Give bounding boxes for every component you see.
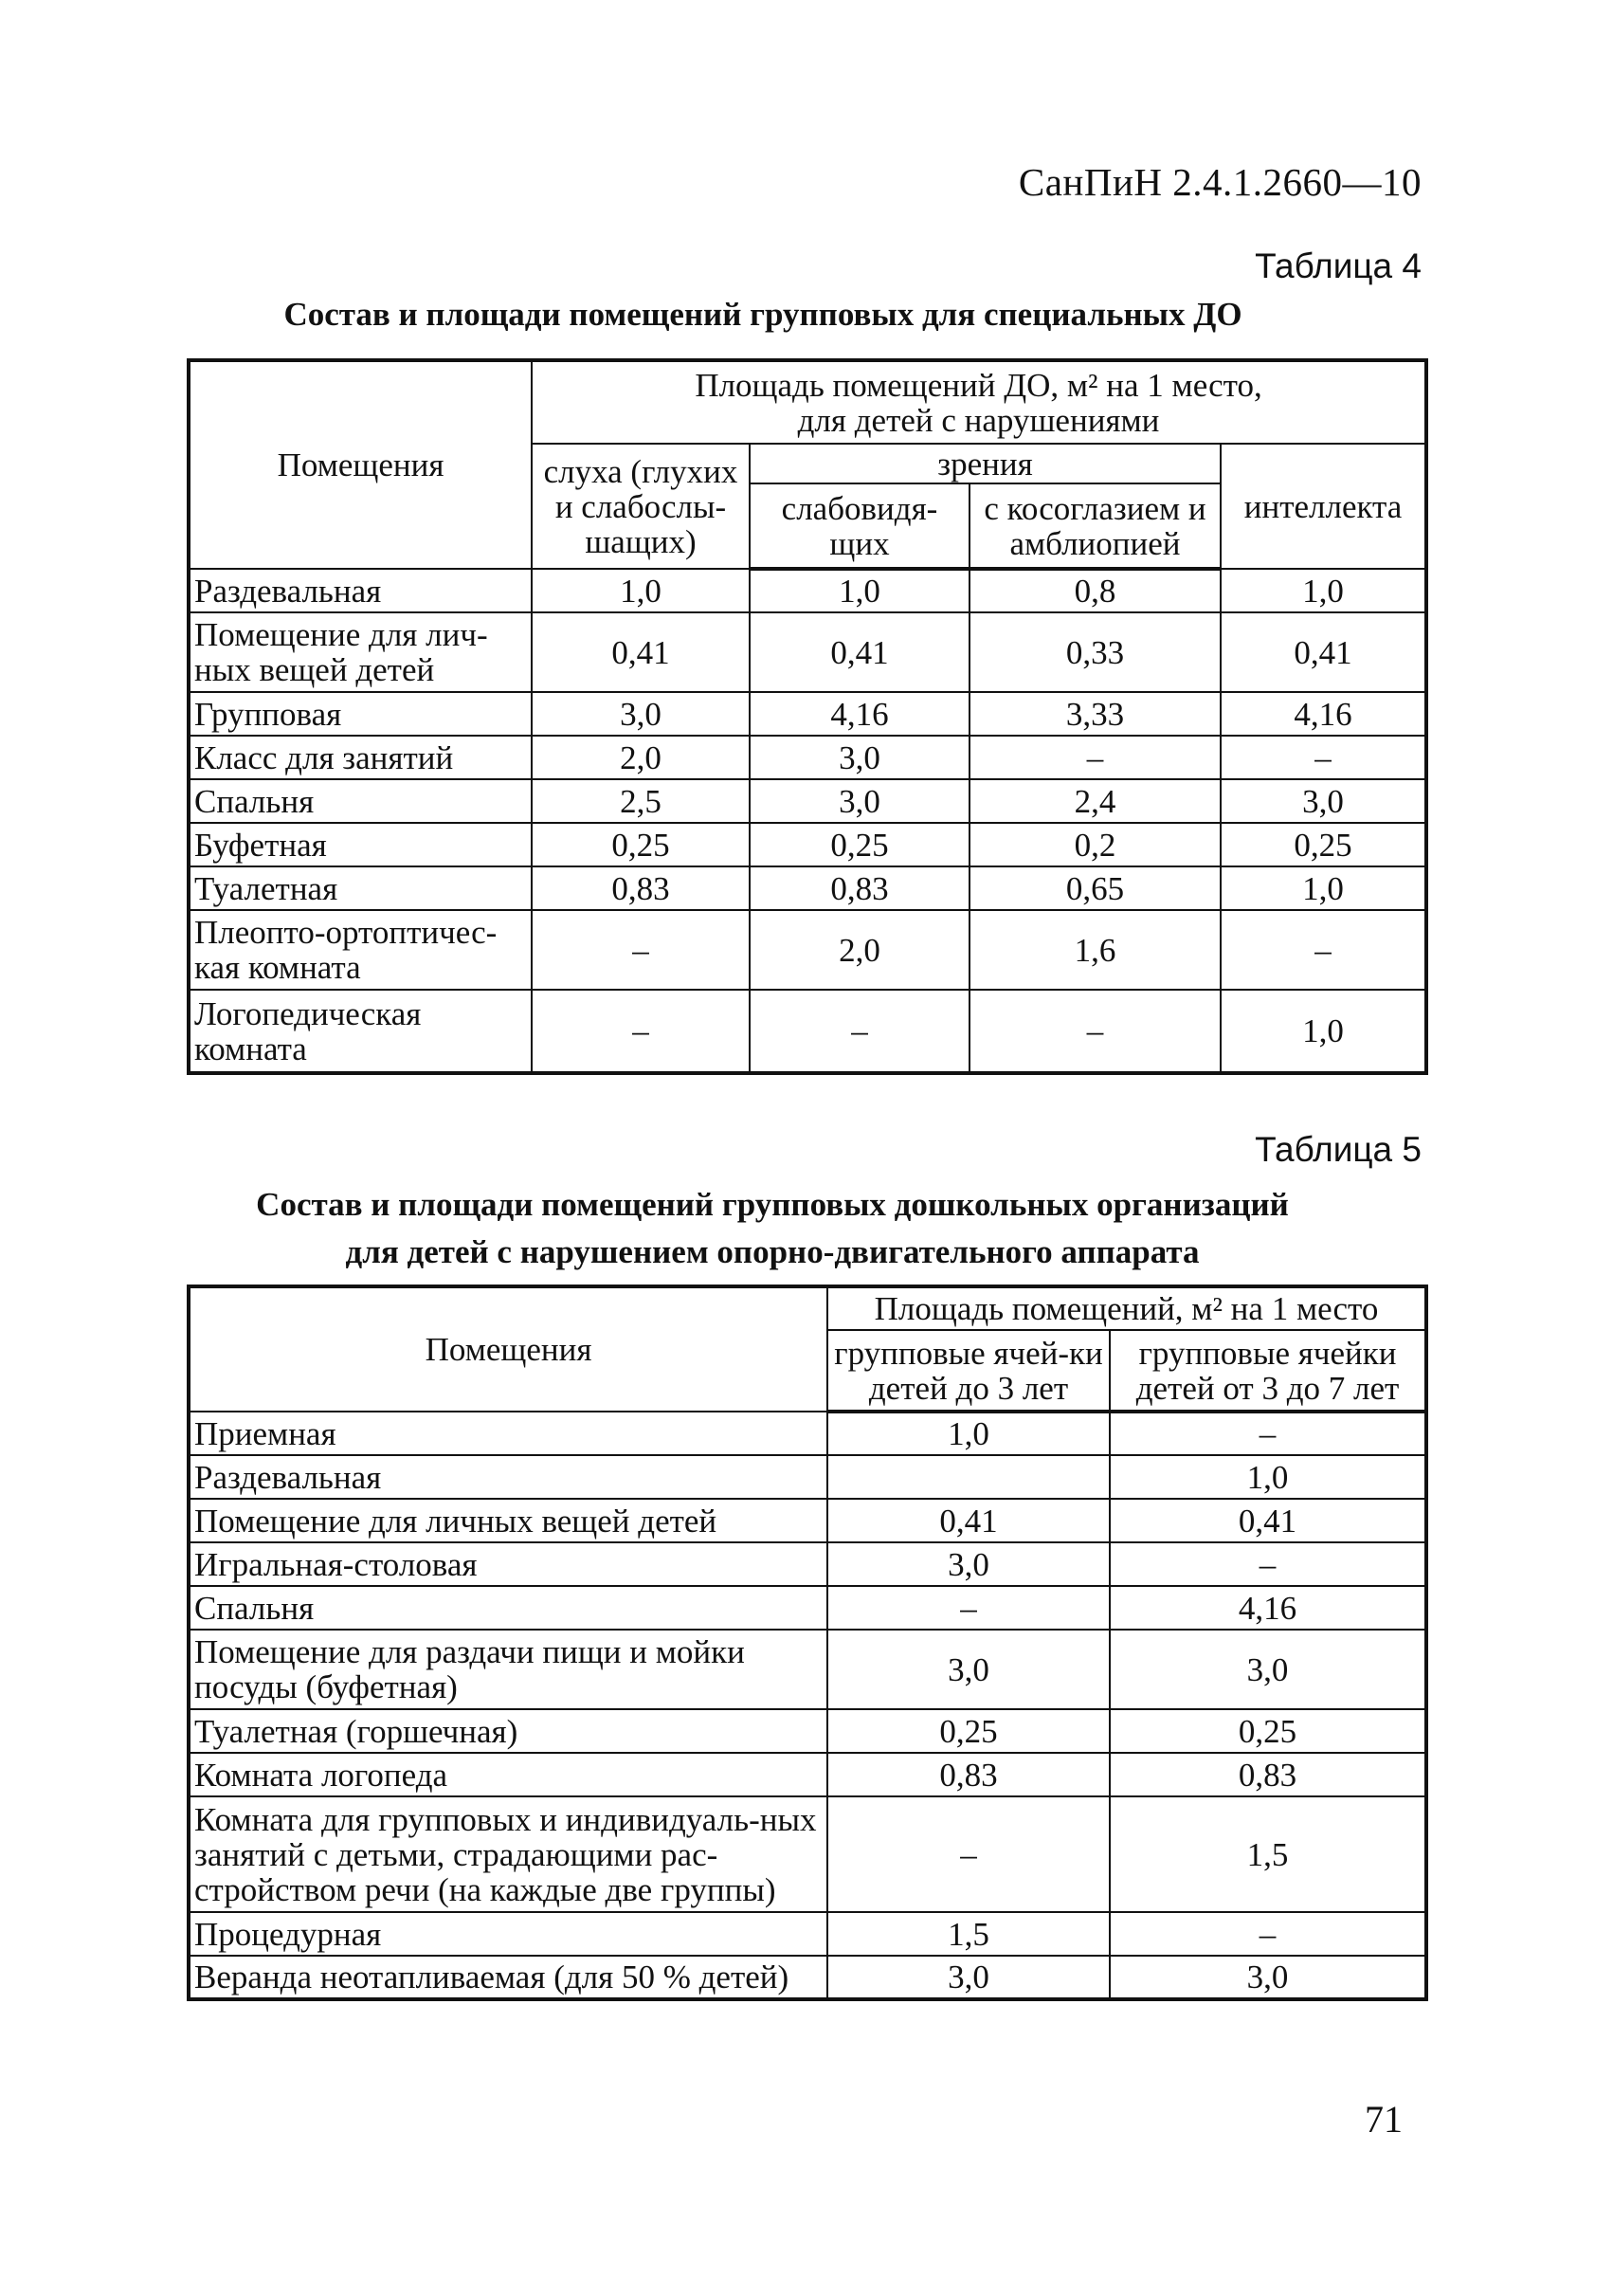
table-4-value-cell: 0,65	[970, 866, 1221, 910]
table-4-value-cell: 3,33	[970, 692, 1221, 736]
table-4-value-cell: 1,0	[1221, 866, 1426, 910]
table-5-value-cell: 0,83	[827, 1753, 1110, 1796]
table-5-room-name: Процедурная	[189, 1912, 827, 1956]
table-5-row	[189, 1499, 1426, 1542]
table-5-room-name: Помещение для раздачи пищи и мойки посуды (буфетная)	[189, 1630, 827, 1709]
table-4-value-cell: 2,0	[532, 736, 750, 779]
table-4-value-cell: –	[1221, 910, 1426, 990]
table-5-row	[189, 1455, 1426, 1499]
table-5-row	[189, 1956, 1426, 1999]
table-5-room-name: Веранда неотапливаемая (для 50 % детей)	[189, 1956, 827, 1999]
table-5-room-name: Приемная	[189, 1412, 827, 1455]
table-4-value-cell: 0,83	[750, 866, 970, 910]
table-5-header-rooms: Помещения	[189, 1286, 827, 1412]
table-4-value-cell: –	[750, 990, 970, 1073]
table-5-value-cell: 3,0	[827, 1956, 1110, 1999]
table-4-value-cell: –	[970, 736, 1221, 779]
table-4-value-cell: 0,33	[970, 612, 1221, 692]
table-5-value-cell: 0,25	[1110, 1709, 1426, 1753]
document-code: СанПиН 2.4.1.2660—10	[1018, 160, 1422, 204]
table-4-value-cell: 0,25	[1221, 823, 1426, 866]
table-4-row	[189, 990, 1426, 1073]
table-5-room-name: Комната логопеда	[189, 1753, 827, 1796]
table-4	[187, 358, 1428, 1075]
table-4-title: Состав и площади помещений групповых для специальных ДО	[283, 296, 1242, 333]
table-4-room-name: Групповая	[189, 692, 532, 736]
table-5-header-area: Площадь помещений, м² на 1 место	[827, 1286, 1426, 1330]
table-4-value-cell: 3,0	[1221, 779, 1426, 823]
table-5-title-line2: для детей с нарушением опорно-двигательного аппарата	[345, 1233, 1200, 1270]
table-4-row	[189, 612, 1426, 692]
table-5-value-cell: 0,41	[1110, 1499, 1426, 1542]
table-5-value-cell: 4,16	[1110, 1586, 1426, 1630]
table-5-value-cell: –	[1110, 1912, 1426, 1956]
table-4-header-strabismus: с косоглазием и амблиопией	[970, 483, 1221, 569]
table-5-header-3to7: групповые ячейки детей от 3 до 7 лет	[1110, 1330, 1426, 1412]
table-5-value-cell: 3,0	[1110, 1630, 1426, 1709]
table-5-room-name: Спальня	[189, 1586, 827, 1630]
table-4-value-cell: 0,41	[1221, 612, 1426, 692]
table-4-value-cell: 1,0	[750, 569, 970, 612]
table-4-room-name: Спальня	[189, 779, 532, 823]
table-5-room-name: Комната для групповых и индивидуаль-ных занятий с детьми, страдающими рас-стройством речи (на каждые две группы)	[189, 1796, 827, 1912]
table-4-value-cell: 4,16	[1221, 692, 1426, 736]
table-4-value-cell: 0,25	[750, 823, 970, 866]
table-4-header-rooms: Помещения	[189, 360, 532, 569]
table-5-value-cell: –	[1110, 1412, 1426, 1455]
table-5-row	[189, 1753, 1426, 1796]
table-4-room-name: Раздевальная	[189, 569, 532, 612]
table-4-header-intellect: интеллекта	[1221, 444, 1426, 569]
table-4-value-cell: –	[1221, 736, 1426, 779]
table-4-value-cell: 3,0	[750, 779, 970, 823]
table-5-row	[189, 1709, 1426, 1753]
table-4-row	[189, 910, 1426, 990]
table-4-row	[189, 569, 1426, 612]
table-4-header-low-vision: слабовидя-щих	[750, 483, 970, 569]
table-5-value-cell: 1,0	[827, 1412, 1110, 1455]
table-5-room-name: Игральная-столовая	[189, 1542, 827, 1586]
table-4-header-area	[532, 360, 1426, 444]
table-5-value-cell: 3,0	[827, 1542, 1110, 1586]
table-4-value-cell: 0,41	[532, 612, 750, 692]
table-4-value-cell: –	[970, 990, 1221, 1073]
table-5-room-name: Раздевальная	[189, 1455, 827, 1499]
table-5-room-name: Туалетная (горшечная)	[189, 1709, 827, 1753]
table-4-value-cell: 0,41	[750, 612, 970, 692]
table-4-value-cell: 0,25	[532, 823, 750, 866]
table-5-value-cell: 3,0	[827, 1630, 1110, 1709]
table-4-room-name: Туалетная	[189, 866, 532, 910]
table-5-value-cell: –	[1110, 1542, 1426, 1586]
table-4-value-cell: 0,2	[970, 823, 1221, 866]
table-4-row	[189, 692, 1426, 736]
table-4-header-vision: зрения	[750, 444, 1221, 483]
table-5-row	[189, 1630, 1426, 1709]
table-5-value-cell	[827, 1455, 1110, 1499]
table-4-row	[189, 866, 1426, 910]
table-5-row	[189, 1796, 1426, 1912]
table-5-value-cell: –	[827, 1586, 1110, 1630]
table-5-value-cell: 0,25	[827, 1709, 1110, 1753]
table-4-room-name: Плеопто-ортоптичес-кая комната	[189, 910, 532, 990]
table-4-row	[189, 823, 1426, 866]
table-5	[187, 1285, 1428, 2001]
table-5-value-cell: 1,5	[1110, 1796, 1426, 1912]
table-4-room-name: Класс для занятий	[189, 736, 532, 779]
table-4-value-cell: 1,0	[1221, 569, 1426, 612]
table-4-label: Таблица 4	[1255, 246, 1422, 285]
table-5-row	[189, 1586, 1426, 1630]
table-4-room-name: Буфетная	[189, 823, 532, 866]
table-4-row	[189, 736, 1426, 779]
table-4-header-area-line1: Площадь помещений ДО, м² на 1 место,	[695, 366, 1262, 404]
page-number: 71	[1365, 2098, 1403, 2141]
table-5-row	[189, 1542, 1426, 1586]
table-4-header-area-line2: для детей с нарушениями	[797, 401, 1160, 439]
table-5-title	[171, 1181, 1374, 1276]
table-4-value-cell: 1,6	[970, 910, 1221, 990]
table-4-value-cell: –	[532, 910, 750, 990]
table-4-value-cell: 4,16	[750, 692, 970, 736]
table-5-value-cell: 0,41	[827, 1499, 1110, 1542]
table-4-value-cell: 0,83	[532, 866, 750, 910]
table-5-value-cell: –	[827, 1796, 1110, 1912]
table-4-room-name: Помещение для лич-ных вещей детей	[189, 612, 532, 692]
table-4-value-cell: 2,5	[532, 779, 750, 823]
table-4-value-cell: 1,0	[1221, 990, 1426, 1073]
table-4-value-cell: 3,0	[532, 692, 750, 736]
table-4-value-cell: 2,4	[970, 779, 1221, 823]
table-5-room-name: Помещение для личных вещей детей	[189, 1499, 827, 1542]
table-5-header-under3: групповые ячей-ки детей до 3 лет	[827, 1330, 1110, 1412]
table-4-value-cell: 3,0	[750, 736, 970, 779]
table-4-row	[189, 779, 1426, 823]
table-5-title-line1: Состав и площади помещений групповых дошкольных организаций	[256, 1186, 1289, 1223]
table-5-value-cell: 3,0	[1110, 1956, 1426, 1999]
table-5-value-cell: 1,0	[1110, 1455, 1426, 1499]
table-5-value-cell: 1,5	[827, 1912, 1110, 1956]
table-4-value-cell: 0,8	[970, 569, 1221, 612]
table-4-value-cell: 1,0	[532, 569, 750, 612]
table-4-header-hearing: слуха (глухих и слабослы-шащих)	[532, 444, 750, 569]
table-5-value-cell: 0,83	[1110, 1753, 1426, 1796]
table-5-row	[189, 1912, 1426, 1956]
table-5-row	[189, 1412, 1426, 1455]
table-4-room-name: Логопедическая комната	[189, 990, 532, 1073]
table-4-value-cell: 2,0	[750, 910, 970, 990]
table-4-value-cell: –	[532, 990, 750, 1073]
table-5-label: Таблица 5	[1255, 1130, 1422, 1169]
